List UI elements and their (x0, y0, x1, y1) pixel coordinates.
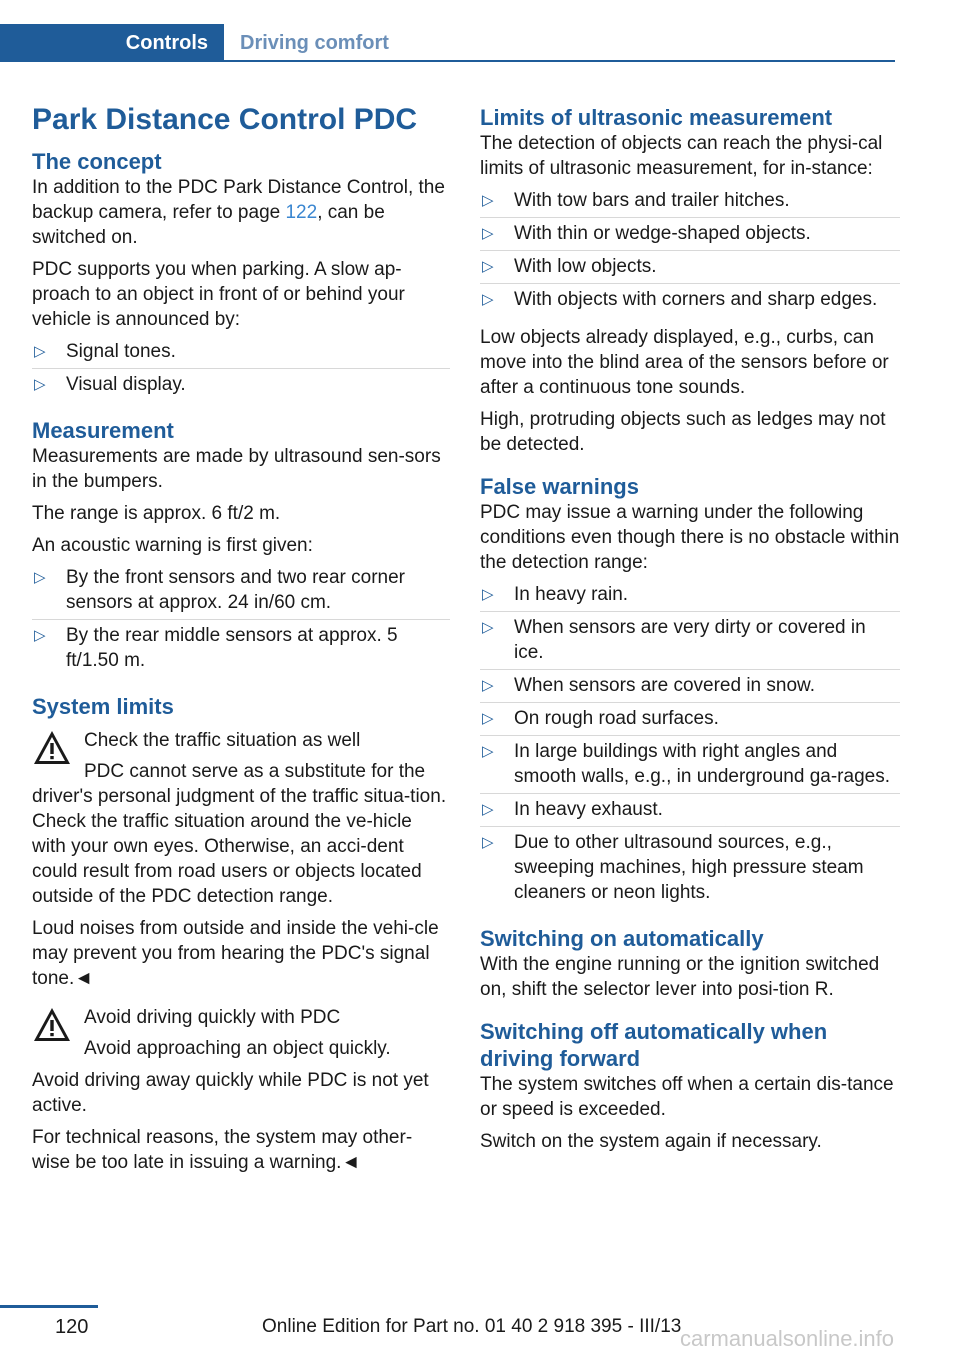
warning-body: PDC cannot serve as a substitute for the driver's personal judgment of the traffic situa-tion. Check the traffic situation around the ve-hicle with your own eyes. Otherwise, an acci-dent could result from road users or objects located outside of the PDC detection range. (32, 761, 447, 907)
heading-switching-off: Switching off automatically when driving forward (480, 1019, 828, 1071)
heading-limits-ultrasonic: Limits of ultrasonic measurement (480, 105, 833, 130)
limits-paragraph-3: High, protruding objects such as ledges may not be detected. (480, 409, 886, 455)
warning-triangle-icon (32, 728, 72, 768)
switching-on-paragraph: With the engine running or the ignition switched on, shift the selector lever into posi-tion R. (480, 954, 880, 1000)
warning-box-speed (32, 1005, 450, 1061)
heading-measurement: Measurement (32, 418, 174, 443)
list-item: ▷ In heavy exhaust. (480, 797, 900, 827)
page-title: Park Distance Control PDC (32, 103, 418, 136)
list-item: ▷ Visual display. (34, 374, 186, 395)
measurement-paragraph-1: Measurements are made by ultrasound sen-sors in the bumpers. (32, 446, 441, 492)
heading-concept: The concept (32, 149, 162, 174)
triangle-bullet-icon: ▷ (482, 710, 494, 727)
list-item: ▷ Due to other ultrasound sources, e.g., sweeping machines, high pressure steam cleaners or neon lights. (482, 832, 864, 903)
list-item: ▷ When sensors are very dirty or covered in ice. (480, 615, 900, 670)
online-edition-text: Online Edition for Part no. 01 40 2 918 395 - III/13 (262, 1316, 682, 1337)
triangle-bullet-icon: ▷ (482, 834, 494, 851)
triangle-bullet-icon: ▷ (482, 743, 494, 760)
list-item: ▷ With objects with corners and sharp edges. (482, 289, 878, 310)
warning-paragraph: Loud noises from outside and inside the vehi-cle may prevent you from hearing the PDC's signal tone.◄ (32, 918, 439, 989)
warning-paragraph: Avoid driving away quickly while PDC is not yet active. (32, 1070, 429, 1116)
list-item: ▷ With tow bars and trailer hitches. (480, 188, 900, 218)
switching-off-paragraph-2: Switch on the system again if necessary. (480, 1131, 822, 1152)
list-item: ▷ With low objects. (480, 254, 900, 284)
false-warnings-list (480, 582, 900, 909)
footer-rule (0, 1305, 98, 1308)
warning-triangle-icon (32, 1005, 72, 1045)
heading-switching-on: Switching on automatically (480, 926, 764, 951)
list-item: ▷ Signal tones. (32, 339, 450, 369)
list-item: ▷ In heavy rain. (480, 582, 900, 612)
right-column (480, 100, 900, 1161)
watermark: carmanualsonline.info (680, 1326, 895, 1351)
heading-false-warnings: False warnings (480, 474, 639, 499)
chapter-tab-controls[interactable]: Controls (0, 24, 224, 62)
list-item: ▷ By the rear middle sensors at approx. 5 ft/1.50 m. (34, 625, 398, 671)
limits-paragraph-1: The detection of objects can reach the physi-cal limits of ultrasonic measurement, for in-stance: (480, 133, 883, 179)
limits-paragraph-2: Low objects already displayed, e.g., curbs, can move into the blind area of the sensors before or after a continuous tone sounds. (480, 327, 889, 398)
warning-paragraph: For technical reasons, the system may other-wise be too late in issuing a warning.◄ (32, 1127, 413, 1173)
switching-off-paragraph-1: The system switches off when a certain dis-tance or speed is exceeded. (480, 1074, 894, 1120)
section-tab-driving-comfort[interactable]: Driving comfort (240, 31, 389, 54)
triangle-bullet-icon: ▷ (482, 801, 494, 818)
page-link-122[interactable]: 122 (285, 202, 318, 223)
triangle-bullet-icon: ▷ (482, 677, 494, 694)
list-item: ▷ By the front sensors and two rear corner sensors at approx. 24 in/60 cm. (32, 565, 450, 620)
triangle-bullet-icon: ▷ (482, 586, 494, 603)
list-item: ▷ When sensors are covered in snow. (480, 673, 900, 703)
warning-body: Avoid approaching an object quickly. (84, 1038, 391, 1059)
triangle-bullet-icon: ▷ (34, 343, 46, 360)
measurement-paragraph-3: An acoustic warning is first given: (32, 535, 313, 556)
false-warnings-paragraph: PDC may issue a warning under the following conditions even though there is no obstacle within the detection range: (480, 502, 900, 573)
triangle-bullet-icon: ▷ (482, 291, 494, 308)
triangle-bullet-icon: ▷ (482, 192, 494, 209)
triangle-bullet-icon: ▷ (482, 258, 494, 275)
concept-list (32, 339, 450, 401)
triangle-bullet-icon: ▷ (34, 569, 46, 586)
limits-list (480, 188, 900, 316)
measurement-list (32, 565, 450, 677)
list-item: ▷ In large buildings with right angles and smooth walls, e.g., in underground ga-rages. (480, 739, 900, 794)
triangle-bullet-icon: ▷ (34, 376, 46, 393)
triangle-bullet-icon: ▷ (482, 619, 494, 636)
concept-paragraph-2: PDC supports you when parking. A slow ap-proach to an object in front of or behind your vehicle is announced by: (32, 259, 405, 330)
warning-box-traffic (32, 728, 450, 909)
warning-title: Avoid driving quickly with PDC (84, 1007, 341, 1028)
heading-system-limits: System limits (32, 694, 174, 719)
list-item: ▷ On rough road surfaces. (480, 706, 900, 736)
triangle-bullet-icon: ▷ (34, 627, 46, 644)
header-rule (0, 60, 895, 62)
list-item: ▷ With thin or wedge-shaped objects. (480, 221, 900, 251)
concept-paragraph-1: In addition to the PDC Park Distance Control, the backup camera, refer to page 122, can be switched on. (32, 177, 445, 248)
page-header (0, 24, 895, 62)
warning-title: Check the traffic situation as well (84, 730, 361, 751)
page-number: 120 (55, 1316, 89, 1338)
left-column (32, 100, 450, 1182)
measurement-paragraph-2: The range is approx. 6 ft/2 m. (32, 503, 281, 524)
triangle-bullet-icon: ▷ (482, 225, 494, 242)
